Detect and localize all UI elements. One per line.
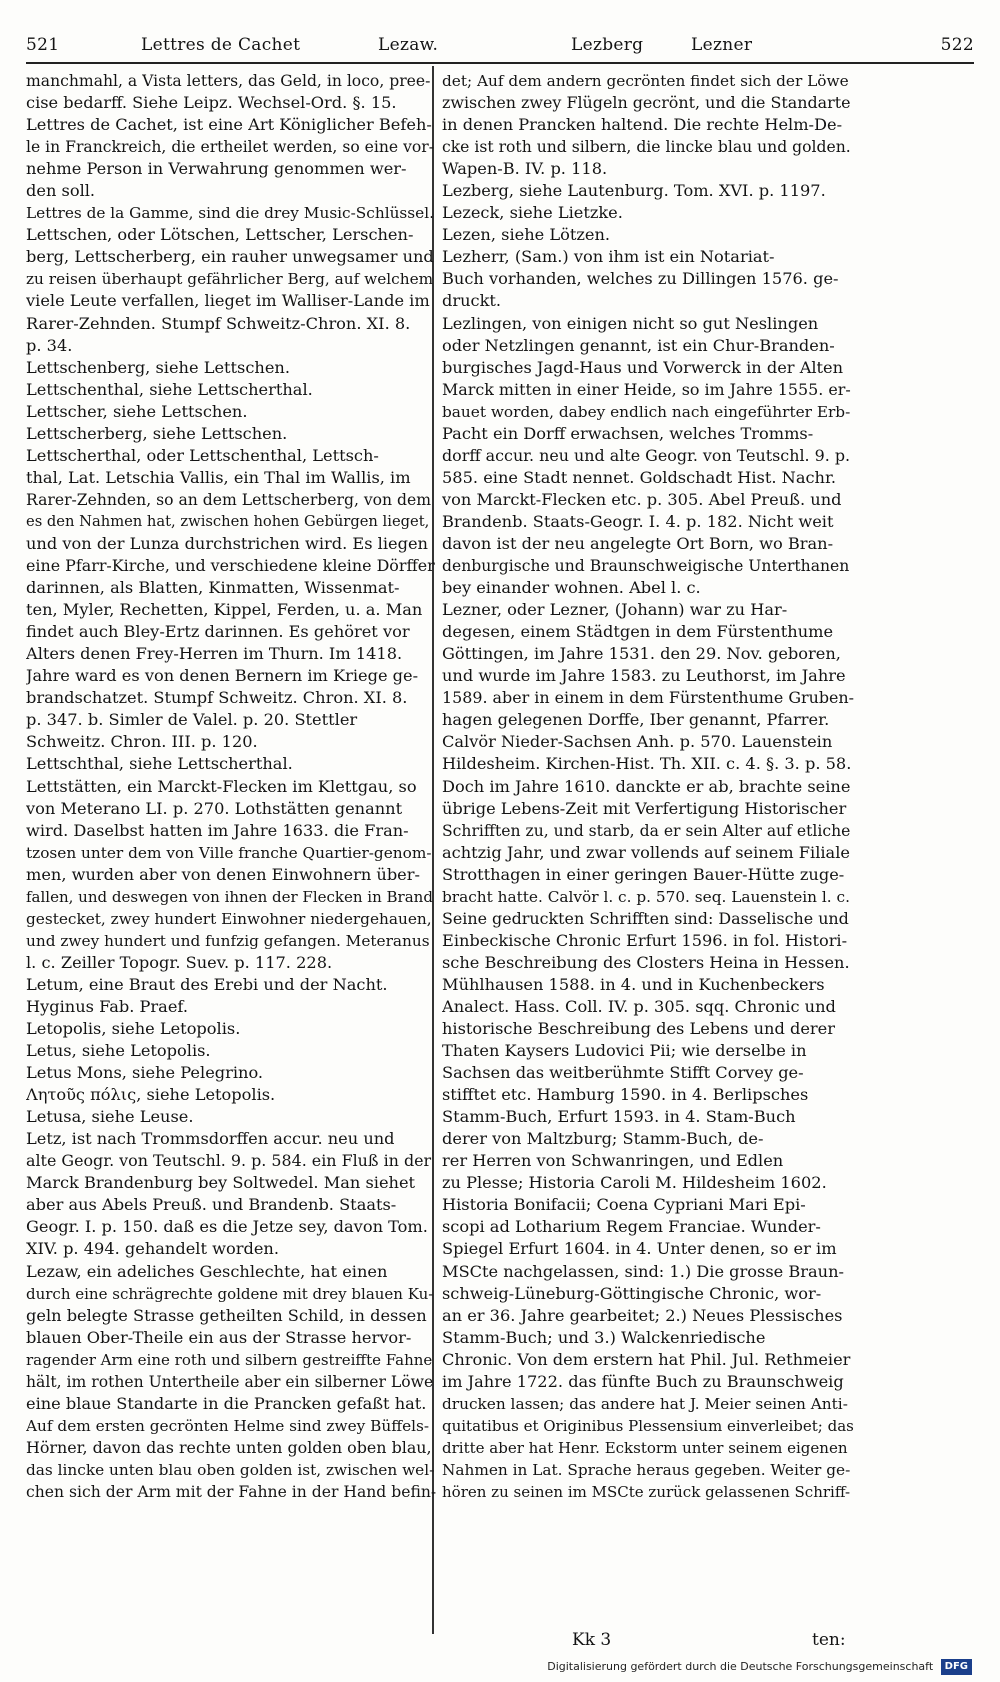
text-line: Lezaw, ein adeliches Geschlechte, hat einen — [26, 1261, 388, 1281]
text-line: Lettschenberg, siehe Lettschen. — [26, 357, 290, 377]
text-line: rer Herren von Schwanringen, und Edlen — [442, 1151, 784, 1171]
text-line: Rarer-Zehnden. Stumpf Schweitz-Chron. XI. 8. — [26, 313, 411, 333]
text-line: im Jahre 1722. das fünfte Buch zu Braunschweig — [442, 1371, 844, 1391]
text-line: Lettres de la Gamme, sind die drey Music-Schlüssel. — [26, 204, 434, 223]
text-line: p. 34. — [26, 335, 73, 355]
text-line: bauet worden, dabey endlich nach eingeführter Erb- — [442, 402, 851, 421]
text-line: oder Netzlingen genannt, ist ein Chur-Branden- — [442, 335, 835, 355]
text-line: men, wurden aber von denen Einwohnern über- — [26, 864, 420, 884]
text-line: Auf dem ersten gecrönten Helme sind zwey Büffels- — [26, 1416, 430, 1435]
text-line: durch eine schrägrechte goldene mit drey blauen Ku- — [26, 1284, 434, 1303]
text-line: chen sich der Arm mit der Fahne in der Hand befin- — [26, 1483, 436, 1501]
text-line: Stamm-Buch; und 3.) Walckenriedische — [442, 1327, 766, 1347]
text-line: Letopolis, siehe Letopolis. — [26, 1019, 241, 1039]
text-line: von Meterano LI. p. 270. Lothstätten genannt — [26, 798, 403, 818]
text-line: in denen Prancken haltend. Die rechte Helm-De- — [442, 115, 843, 135]
text-line: zu Plesse; Historia Caroli M. Hildesheim 1602. — [442, 1173, 827, 1193]
text-line: Analect. Hass. Coll. IV. p. 305. sqq. Chronic und — [442, 996, 836, 1016]
text-line: Göttingen, im Jahre 1531. den 29. Nov. geboren, — [442, 644, 841, 664]
text-line: brandschatzet. Stumpf Schweitz. Chron. XI. 8. — [26, 688, 408, 708]
text-line: ten, Myler, Rechetten, Kippel, Ferden, u. a. Man — [26, 600, 423, 620]
text-line: Lettschen, oder Lötschen, Lettscher, Lerschen- — [26, 225, 414, 245]
text-line: Lezherr, (Sam.) von ihm ist ein Notariat- — [442, 247, 775, 267]
text-line: Rarer-Zehnden, so an dem Lettscherberg, von dem — [26, 490, 432, 509]
text-line: Nahmen in Lat. Sprache heraus gegeben. Weiter ge- — [442, 1460, 851, 1479]
text-line: zu reisen überhaupt gefährlicher Berg, auf welchem — [26, 270, 434, 289]
text-line: scopi ad Lotharium Regem Franciae. Wunder- — [442, 1217, 821, 1237]
text-line: gestecket, zwey hundert Einwohner niedergehauen, — [26, 909, 432, 928]
text-line: 1589. aber in einem in dem Fürstenthume Gruben- — [442, 688, 854, 708]
text-line: dorff accur. neu und alte Geogr. von Teutschl. 9. p. — [442, 445, 851, 465]
text-line: Lezeck, siehe Lietzke. — [442, 203, 623, 223]
text-line: Lettscherberg, siehe Lettschen. — [26, 423, 288, 443]
text-line: an er 36. Jahre gearbeitet; 2.) Neues Plessisches — [442, 1305, 843, 1325]
catchword: ten: — [812, 1630, 846, 1650]
text-line: Lezen, siehe Lötzen. — [442, 225, 611, 245]
text-line: und von der Lunza durchstrichen wird. Es liegen — [26, 533, 428, 553]
text-line: Letz, ist nach Trommsdorffen accur. neu und — [26, 1129, 395, 1149]
text-line: übrige Lebens-Zeit mit Verfertigung Historischer — [442, 798, 847, 818]
text-line: tzosen unter dem von Ville franche Quartier-genom- — [26, 843, 432, 862]
running-header — [26, 28, 974, 62]
text-line: Letus, siehe Letopolis. — [26, 1041, 211, 1061]
text-line: Mühlhausen 1588. in 4. und in Kuchenbeckers — [442, 974, 825, 994]
text-line: Hörner, davon das rechte unten golden oben blau, — [26, 1437, 432, 1457]
text-line: wird. Daselbst hatten im Jahre 1633. die Fran- — [26, 820, 409, 840]
text-line: Lezberg, siehe Lautenburg. Tom. XVI. p. 1197. — [442, 181, 826, 201]
text-line: ragender Arm eine roth und silbern gestreiffte Fahne — [26, 1350, 433, 1369]
text-line: Lettstätten, ein Marckt-Flecken im Klettgau, so — [26, 776, 417, 796]
text-line: Calvör Nieder-Sachsen Anh. p. 570. Lauenstein — [442, 732, 833, 752]
text-line: le in Franckreich, die ertheilet werden, so eine vor- — [26, 138, 435, 157]
text-line: nehme Person in Verwahrung genommen wer- — [26, 159, 407, 179]
text-line: blauen Ober-Theile ein aus der Strasse hervor- — [26, 1327, 412, 1347]
signature-mark: Kk 3 — [572, 1630, 612, 1650]
text-line: Hyginus Fab. Praef. — [26, 996, 188, 1016]
text-line: von Marckt-Flecken etc. p. 305. Abel Preuß. und — [442, 489, 842, 509]
text-line: Spiegel Erfurt 1604. in 4. Unter denen, so er im — [442, 1239, 837, 1259]
text-line: zwischen zwey Flügeln gecrönt, und die Standarte — [442, 93, 851, 113]
text-line: Lettschthal, siehe Lettscherthal. — [26, 754, 293, 774]
text-line: thal, Lat. Letschia Vallis, ein Thal im Wallis, im — [26, 467, 411, 487]
text-line: das lincke unten blau oben golden ist, zwischen wel- — [26, 1460, 435, 1479]
text-line: Marck Brandenburg bey Soltwedel. Man siehet — [26, 1173, 416, 1193]
text-line: drucken lassen; das andere hat J. Meier seinen Anti- — [442, 1394, 848, 1413]
text-line: Sachsen das weitberühmte Stifft Corvey ge- — [442, 1063, 804, 1083]
header-rule — [26, 62, 974, 64]
text-line: XIV. p. 494. gehandelt worden. — [26, 1239, 279, 1259]
header-catchword-right-2: Lezner — [691, 35, 753, 55]
text-line: eine Pfarr-Kirche, und verschiedene kleine Dörffer — [26, 556, 435, 576]
text-line: fallen, und deswegen von ihnen der Flecken in Brand — [26, 887, 433, 906]
right-column — [442, 70, 854, 1503]
text-line: achtzig Jahr, und zwar vollends auf seinem Filiale — [442, 842, 850, 862]
text-line: hält, im rothen Untertheile aber ein silberner Löwe — [26, 1372, 434, 1391]
credit-text: Digitalisierung gefördert durch die Deutsche Forschungsgemeinschaft — [547, 1660, 934, 1673]
text-line: davon ist der neu angelegte Ort Born, wo Bran- — [442, 533, 834, 553]
text-line: viele Leute verfallen, lieget im Walliser-Lande im — [26, 291, 430, 311]
text-line: Chronic. Von dem erstern hat Phil. Jul. Rethmeier — [442, 1349, 851, 1369]
text-line: cise bedarff. Siehe Leipz. Wechsel-Ord. §. 15. — [26, 93, 397, 113]
text-line: geln belegte Strasse getheilten Schild, in dessen — [26, 1305, 427, 1325]
text-line: berg, Lettscherberg, ein rauher unwegsamer und — [26, 247, 434, 267]
text-line: 585. eine Stadt nennet. Goldschadt Hist. Nachr. — [442, 467, 837, 487]
text-line: hagen gelegenen Dorffe, Iber genannt, Pfarrer. — [442, 710, 830, 730]
text-line: det; Auf dem andern gecrönten findet sich der Löwe — [442, 72, 849, 90]
text-line: alte Geogr. von Teutschl. 9. p. 584. ein Fluß in der — [26, 1151, 432, 1171]
text-line: Lezlingen, von einigen nicht so gut Neslingen — [442, 313, 819, 333]
text-line: Historia Bonifacii; Coena Cypriani Mari Epi- — [442, 1195, 806, 1215]
text-line: stifftet etc. Hamburg 1590. in 4. Berlipsches — [442, 1085, 809, 1105]
text-line: Hildesheim. Kirchen-Hist. Th. XII. c. 4. §. 3. p. 58. — [442, 754, 852, 774]
text-line: Marck mitten in einer Heide, so im Jahre 1555. er- — [442, 379, 851, 399]
text-line: darinnen, als Blatten, Kinmatten, Wissenmat- — [26, 578, 400, 598]
text-line: Λητοῦς πόλις, siehe Letopolis. — [26, 1085, 276, 1105]
text-line: Jahre ward es von denen Bernern im Kriege ge- — [26, 666, 419, 686]
text-line: Alters denen Frey-Herren im Thurn. Im 1418. — [26, 644, 403, 664]
text-line: Einbeckische Chronic Erfurt 1596. in fol. Histori- — [442, 930, 848, 950]
text-line: historische Beschreibung des Lebens und derer — [442, 1019, 835, 1039]
text-line: Letum, eine Braut des Erebi und der Nacht. — [26, 974, 388, 994]
text-line: burgisches Jagd-Haus und Vorwerck in der Alten — [442, 357, 844, 377]
text-line: dritte aber hat Henr. Eckstorm unter seinem eigenen — [442, 1438, 848, 1457]
header-catchword-left-2: Lezaw. — [378, 35, 439, 55]
text-line: und wurde im Jahre 1583. zu Leuthorst, im Jahre — [442, 666, 846, 686]
text-line: Strotthagen in einer geringen Bauer-Hütte zuge- — [442, 864, 845, 884]
text-line: Lezner, oder Lezner, (Johann) war zu Har- — [442, 600, 788, 620]
text-line: derer von Maltzburg; Stamm-Buch, de- — [442, 1129, 764, 1149]
text-line: l. c. Zeiller Topogr. Suev. p. 117. 228. — [26, 952, 333, 972]
text-line: findet auch Bley-Ertz darinnen. Es gehöret vor — [26, 622, 410, 642]
digitization-credit — [547, 1656, 972, 1678]
text-line: quitatibus et Originibus Plessensium einverleibet; das — [442, 1416, 854, 1435]
text-line: Lettscher, siehe Lettschen. — [26, 401, 248, 421]
text-line: Buch vorhanden, welches zu Dillingen 1576. ge- — [442, 269, 839, 289]
text-line: Seine gedruckten Schrifften sind: Dasselische und — [442, 908, 849, 928]
text-line: MSCte nachgelassen, sind: 1.) Die grosse Braun- — [442, 1261, 844, 1281]
text-line: Letus Mons, siehe Pelegrino. — [26, 1063, 264, 1083]
text-line: den soll. — [26, 181, 96, 201]
text-line: cke ist roth und silbern, die lincke blau und golden. — [442, 138, 851, 157]
text-line: Lettscherthal, oder Lettschenthal, Lettsch- — [26, 445, 379, 465]
header-catchword-right-1: Lezberg — [571, 35, 644, 55]
text-line: Lettschenthal, siehe Lettscherthal. — [26, 379, 313, 399]
text-line: aber aus Abels Preuß. und Brandenb. Staats- — [26, 1195, 397, 1215]
text-line: p. 347. b. Simler de Valel. p. 20. Stettler — [26, 710, 358, 730]
text-line: und zwey hundert und funfzig gefangen. Meteranus — [26, 931, 430, 950]
dfg-logo: DFG — [941, 1659, 972, 1675]
text-line: manchmahl, a Vista letters, das Geld, in loco, pree- — [26, 72, 431, 90]
text-line: denburgische und Braunschweigische Unterthanen — [442, 557, 850, 576]
text-line: hören zu seinen im MSCte zurück gelassenen Schriff- — [442, 1483, 851, 1501]
left-column — [26, 70, 436, 1503]
text-line: Wapen-B. IV. p. 118. — [442, 159, 608, 179]
text-line: Thaten Kaysers Ludovici Pii; wie derselbe in — [442, 1041, 807, 1061]
page-number-left: 521 — [26, 35, 60, 55]
page-number-right: 522 — [940, 35, 974, 55]
text-line: Pacht ein Dorff erwachsen, welches Tromms- — [442, 423, 814, 443]
header-catchword-left-1: Lettres de Cachet — [141, 35, 301, 55]
text-line: eine blaue Standarte in die Prancken gefaßt hat. — [26, 1393, 427, 1413]
text-line: bey einander wohnen. Abel l. c. — [442, 578, 701, 598]
text-line: druckt. — [442, 291, 502, 311]
text-line: Geogr. I. p. 150. daß es die Jetze sey, davon Tom. — [26, 1217, 428, 1237]
text-line: Doch im Jahre 1610. danckte er ab, brachte seine — [442, 776, 851, 796]
text-line: degesen, einem Städtgen in dem Fürstenthume — [442, 622, 834, 642]
text-line: Lettres de Cachet, ist eine Art Königlicher Befeh- — [26, 115, 432, 135]
text-line: schweig-Lüneburg-Göttingische Chronic, wor- — [442, 1283, 822, 1303]
text-line: sche Beschreibung des Closters Heina in Hessen. — [442, 952, 850, 972]
text-line: Schrifften zu, und starb, da er sein Alter auf etliche — [442, 821, 851, 840]
text-line: Stamm-Buch, Erfurt 1593. in 4. Stam-Buch — [442, 1107, 796, 1127]
text-line: es den Nahmen hat, zwischen hohen Gebürgen lieget, — [26, 512, 430, 530]
text-line: Brandenb. Staats-Geogr. I. 4. p. 182. Nicht weit — [442, 511, 834, 531]
text-line: Letusa, siehe Leuse. — [26, 1107, 194, 1127]
text-line: bracht hatte. Calvör l. c. p. 570. seq. Lauenstein l. c. — [442, 887, 850, 906]
text-line: Schweitz. Chron. III. p. 120. — [26, 732, 258, 752]
